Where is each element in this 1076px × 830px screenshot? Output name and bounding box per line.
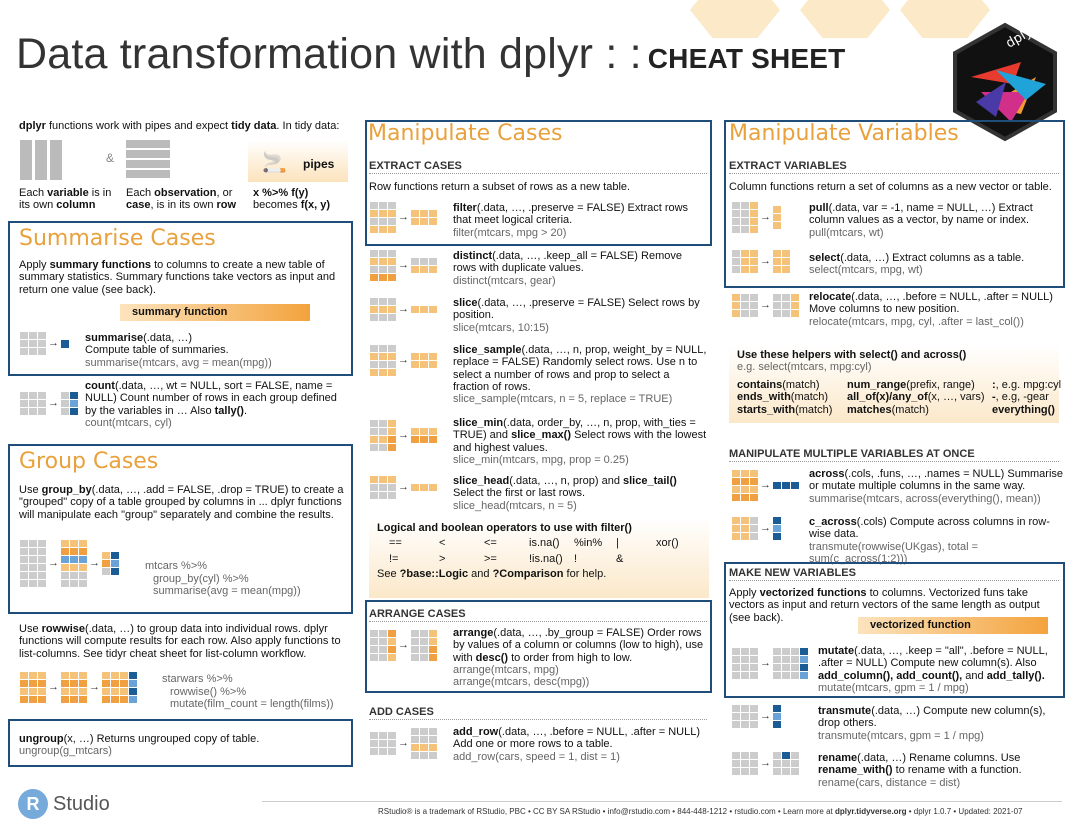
divider	[729, 461, 1059, 462]
operator: xor()	[656, 537, 679, 550]
rstudio-text: Studio	[53, 792, 110, 815]
rstudio-logo[interactable]	[18, 789, 110, 819]
transmute-fn: transmute(.data, …) Compute new column(s), drop others. transmute(mtcars, gpm = 1 / mpg)	[818, 705, 1046, 742]
operator: <=	[484, 537, 497, 550]
slice-min-icon: →	[370, 420, 437, 451]
summarise-desc: Apply summary functions to columns to create a new table of summary statistics. Summary functions take vectors as input and return one value (see back).	[19, 259, 336, 296]
slice-fn: slice(.data, …, .preserve = FALSE) Select rows by position. slice(mtcars, 10:15)	[453, 297, 700, 334]
add-cases-heading: ADD CASES	[369, 706, 434, 718]
manipulate-cases-title: Manipulate Cases	[368, 121, 563, 146]
page-title: Data transformation with dplyr : : CHEAT SHEET	[16, 30, 846, 78]
rename-icon: →	[732, 752, 799, 775]
dplyr-link[interactable]: dplyr.tidyverse.org	[834, 807, 907, 816]
logical-operators-panel	[369, 518, 709, 598]
variable-column-icon	[20, 140, 64, 180]
divider	[729, 580, 1059, 581]
r-logo-icon: R	[18, 789, 48, 819]
logical-operators-title: Logical and boolean operators to use with filter()	[377, 522, 632, 534]
operator: |	[616, 537, 619, 550]
pipes-panel	[248, 140, 348, 182]
c-across-fn: c_across(.cols) Compute across columns in row-wise data. transmute(rowwise(UKgas), total = sum(c_across(1:2)))	[809, 516, 1050, 565]
observation-caption: Each observation, or case, is in its own row	[126, 187, 237, 212]
footer-text: RStudio® is a trademark of RStudio, PBC • CC BY SA RStudio • info@rstudio.com • 844-448-1212 • rstudio.com • Learn more at dplyr.tidyverse.org • dplyr 1.0.7 • Updated: 2021-07	[378, 807, 1023, 816]
multiple-vars-heading: MANIPULATE MULTIPLE VARIABLES AT ONCE	[729, 448, 975, 460]
add-row-fn: add_row(.data, …, .before = NULL, .after = NULL) Add one or more rows to a table. add_row(cars, speed = 1, dist = 1)	[453, 726, 700, 763]
summarise-title: Summarise Cases	[19, 226, 216, 251]
vectorized-function-pill: vectorized function	[858, 617, 1048, 634]
summarise-icon: →	[20, 332, 69, 355]
filter-icon: →	[370, 202, 437, 233]
pipe-icon: 🚬	[262, 152, 287, 174]
select-icon: →	[732, 250, 790, 273]
arrange-fn: arrange(.data, …, .by_group = FALSE) Order rows by values of a column or columns (low to high), use with desc() to order from high to low. arrange(mtcars, mpg) arrange(mtcars, desc(mpg))	[453, 627, 704, 689]
summary-function-pill: summary function	[120, 304, 310, 321]
rowwise-code: starwars %>% rowwise() %>% mutate(film_count = length(films))	[162, 673, 334, 711]
arrange-icon: →	[370, 630, 437, 661]
operator: &	[616, 552, 624, 565]
transmute-icon: →	[732, 705, 781, 728]
operator: <	[439, 537, 446, 550]
group-desc: Use group_by(.data, …, .add = FALSE, .drop = TRUE) to create a "grouped" copy of a table grouped by columns in ... dplyr functions will manipulate each "group" separately and combine the results.	[19, 484, 344, 521]
operator: >	[439, 552, 446, 565]
logo-text: dplyr	[1003, 22, 1040, 52]
extract-cases-heading: EXTRACT CASES	[369, 160, 462, 172]
operator: !=	[389, 552, 399, 565]
observation-row-icon	[126, 140, 170, 180]
relocate-fn: relocate(.data, …, .before = NULL, .after = NULL) Move columns to new position. relocate(mtcars, mpg, cyl, .after = last_col())	[809, 291, 1053, 328]
operator: ==	[389, 537, 402, 550]
manipulate-variables-title: Manipulate Variables	[729, 121, 959, 146]
operator: is.na()	[529, 537, 560, 550]
helpers-title: Use these helpers with select() and across()	[737, 349, 967, 361]
across-fn: across(.cols, .funs, …, .names = NULL) Summarise or mutate multiple columns in the same way. summarise(mtcars, across(everything(), mean))	[809, 468, 1064, 505]
amp: &	[106, 151, 115, 165]
divider	[729, 173, 1059, 174]
logic-help: See ?base::Logic and ?Comparison for help.	[377, 567, 607, 580]
footer-divider	[262, 801, 1062, 802]
c-across-icon: →	[732, 517, 781, 540]
count-icon: →	[20, 392, 78, 415]
variable-caption: Each variable is in its own column	[19, 187, 112, 212]
pipes-label: pipes	[303, 157, 335, 171]
slice-sample-fn: slice_sample(.data, …, n, prop, weight_by = NULL, replace = FALSE) Randomly select rows. Use n to select a number of rows and prop to select a fraction of rows. slice_sample(mtcars, n = 5, replace = TRUE)	[453, 344, 707, 406]
extract-variables-desc: Column functions return a set of columns as a new vector or table.	[729, 181, 1052, 193]
ungroup-fn: ungroup(x, …) Returns ungrouped copy of table. ungroup(g_mtcars)	[19, 733, 260, 758]
make-desc: Apply vectorized functions to columns. Vectorized funs take vectors as input and return vectors of the same length as output (see back).	[729, 587, 1040, 624]
group-icon: → →	[20, 540, 119, 587]
count-fn: count(.data, …, wt = NULL, sort = FALSE, name = NULL) Count number of rows in each group defined by the variables in … Also tally(). count(mtcars, cyl)	[85, 380, 337, 429]
rename-fn: rename(.data, …) Rename columns. Use rename_with() to rename with a function. rename(cars, distance = dist)	[818, 752, 1022, 789]
summarise-fn: summarise(.data, …) Compute table of summaries. summarise(mtcars, avg = mean(mpg))	[85, 332, 272, 369]
slice-min-fn: slice_min(.data, order_by, …, n, prop, with_ties = TRUE) and slice_max() Select rows with the lowest and highest values. slice_min(mtcars, mpg, prop = 0.25)	[453, 417, 707, 466]
arrange-heading: ARRANGE CASES	[369, 608, 466, 620]
intro-line: dplyr functions work with pipes and expect tidy data. In tidy data:	[19, 120, 340, 132]
make-new-variables-heading: MAKE NEW VARIABLES	[729, 567, 856, 579]
slice-icon: →	[370, 298, 437, 321]
extract-cases-desc: Row functions return a subset of rows as a new table.	[369, 181, 631, 193]
operator: >=	[484, 552, 497, 565]
pull-icon: →	[732, 202, 781, 233]
operators-grid	[377, 537, 701, 565]
group-title: Group Cases	[19, 449, 159, 474]
slice-head-fn: slice_head(.data, …, n, prop) and slice_tail() Select the first or last rows. slice_head(mtcars, n = 5)	[453, 475, 677, 512]
rowwise-desc: Use rowwise(.data, …) to group data into individual rows. dplyr functions will compute results for each row. Also apply functions to list-columns. See tidyr cheat sheet for list-column workflow.	[19, 623, 341, 660]
across-icon: →	[732, 470, 799, 501]
divider	[369, 621, 707, 622]
operator: !	[574, 552, 578, 565]
filter-fn: filter(.data, …, .preserve = FALSE) Extract rows that meet logical criteria. filter(mtcars, mpg > 20)	[453, 202, 689, 239]
distinct-fn: distinct(.data, …, .keep_all = FALSE) Remove rows with duplicate values. distinct(mtcars, gear)	[453, 250, 682, 287]
divider	[369, 719, 707, 720]
add-row-icon: →	[370, 728, 437, 759]
operator: !is.na()	[529, 552, 563, 565]
pipe-caption: x %>% f(y) becomes f(x, y)	[253, 187, 331, 212]
helpers-panel	[729, 345, 1062, 423]
operator: %in%	[574, 537, 603, 550]
mutate-fn: mutate(.data, …, .keep = "all", .before = NULL, .after = NULL) Compute new column(s). Also add_column(), add_count(), and add_tally(). mutate(mtcars, gpm = 1 / mpg)	[818, 645, 1048, 694]
rowwise-icon: → →	[20, 672, 137, 703]
slice-head-icon: →	[370, 476, 437, 499]
distinct-icon: →	[370, 250, 437, 281]
divider	[369, 173, 707, 174]
pull-fn: pull(.data, var = -1, name = NULL, …) Extract column values as a vector, by name or index. pull(mtcars, wt)	[809, 202, 1033, 239]
relocate-icon: →	[732, 294, 799, 317]
helpers-example: e.g. select(mtcars, mpg:cyl)	[737, 361, 872, 374]
slice-sample-icon: →	[370, 345, 437, 376]
group-code: mtcars %>% group_by(cyl) %>% summarise(avg = mean(mpg))	[145, 560, 301, 598]
helpers-grid: contains(match) num_range(prefix, range) :, e.g. mpg:cyl ends_with(match) all_of(x)/any_of(x, …, vars) -, e.g, -gear starts_with(match) matches(match) everything()	[737, 378, 1062, 416]
select-fn: select(.data, …) Extract columns as a table. select(mtcars, mpg, wt)	[809, 252, 1025, 277]
extract-variables-heading: EXTRACT VARIABLES	[729, 160, 847, 172]
mutate-icon: →	[732, 648, 808, 679]
